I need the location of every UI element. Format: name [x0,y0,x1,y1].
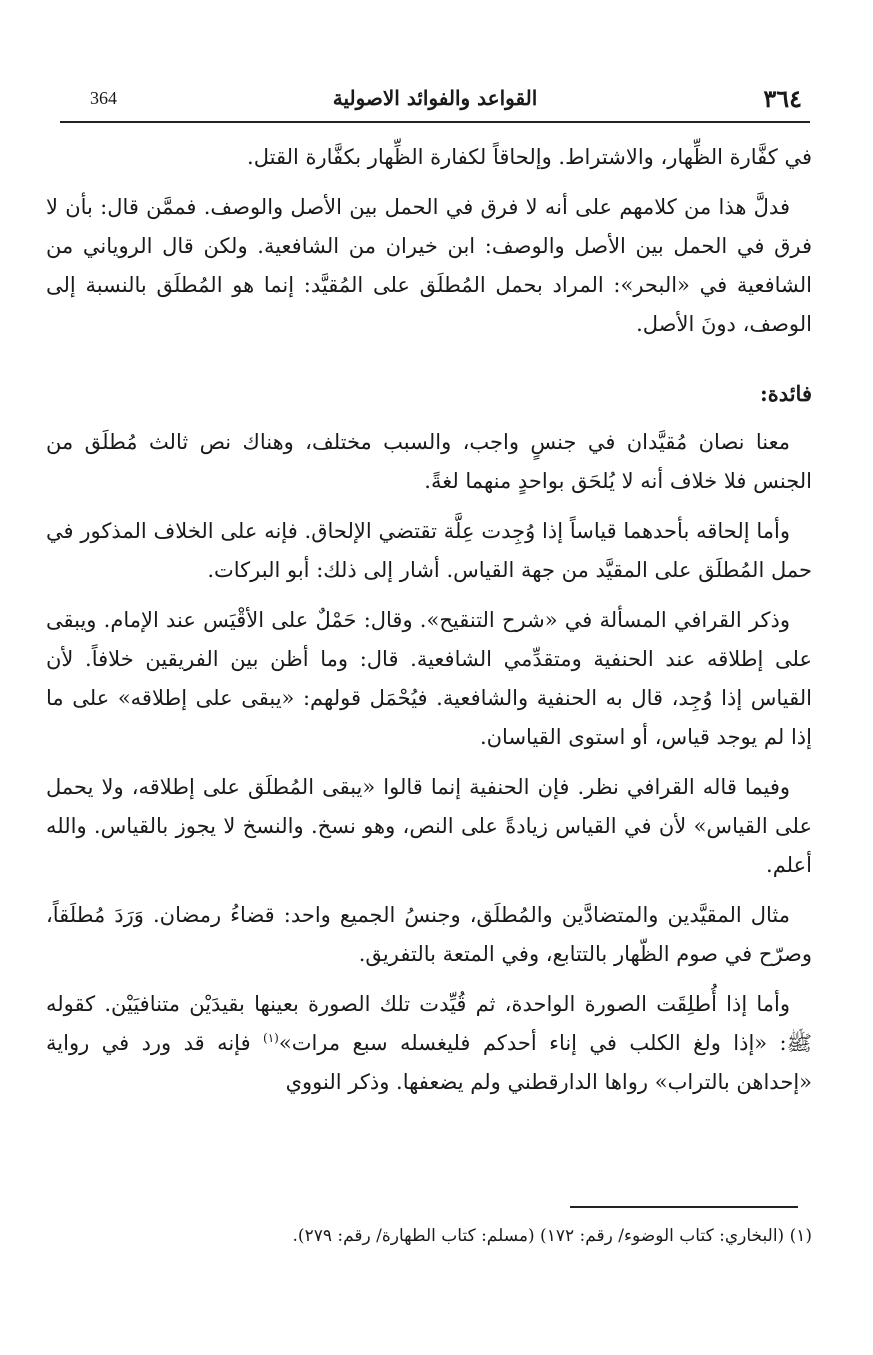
footnote-rule [570,1206,798,1208]
paragraph-1: في كفَّارة الظِّهار، والاشتراط. وإلحاقاً لكفارة الظِّهار بكفَّارة القتل. [247,145,812,169]
paragraph-4: وأما إلحاقه بأحدهما قياساً إذا وُجِدت عِلَّة تقتضي الإلحاق. فإنه على الخلاف المذكور في حمل المُطلَق على المقيَّد من جهة القياس. أشار إلى ذلك: أبو البركات. [46,519,812,582]
section-heading: فائدة: [759,381,812,406]
paragraph-7: مثال المقيَّدين والمتضادَّين والمُطلَق، وجنسُ الجميع واحد: قضاءُ رمضان. وَرَدَ مُطلَقاً، وصرّح في صوم الظّهار بالتتابع، وفي المتعة بالتفريق. [46,903,812,966]
paragraph-8 [46,985,812,1102]
paragraph-8-text-a: وأما إذا أُطلِقَت الصورة الواحدة، ثم قُيِّدت تلك الصورة بعينها بقيدَيْن متنافيَيْن. كقوله ﷺ: «إذا ولغ الكلب في إناء أحدكم فليغسله سبع مرات» [46,992,812,1055]
paragraph-6: وفيما قاله القرافي نظر. فإن الحنفية إنما قالوا «يبقى المُطلَق على إطلاقه، ولا يحمل على القياس» لأن في القياس زيادةً على النص، وهو نسخ. والنسخ لا يجوز بالقياس. والله أعلم. [46,775,812,877]
main-text [46,138,812,1113]
paragraph-8-text-b: فإنه قد ورد في رواية «إحداهن بالتراب» رواها الدارقطني ولم يضعفها. وذكر النووي [46,1031,812,1094]
footnote: (١) (البخاري: كتاب الوضوء/ رقم: ١٧٢) (مسلم: كتاب الطهارة/ رقم: ٢٧٩). [292,1226,812,1246]
page-number-arabic: ٣٦٤ [763,84,802,113]
page-header [60,84,810,114]
paragraph-2: فدلَّ هذا من كلامهم على أنه لا فرق في الحمل بين الأصل والوصف. فممَّن قال: بأن لا فرق في الحمل بين الأصل والوصف: ابن خيران من الشافعية. ولكن قال الروياني من الشافعية في «البحر»: المراد بحمل المُطلَق على المُقيَّد: إنما هو المُطلَق بالنسبة إلى الوصف، دونَ الأصل. [46,195,812,336]
paragraph-5: وذكر القرافي المسألة في «شرح التنقيح». وقال: حَمْلٌ على الأقْيَس عند الإمام. ويبقى على إطلاقه عند الحنفية ومتقدِّمي الشافعية. قال: وما أظن بين الفريقين خلافاً. لأن القياس إذا وُجِد، قال به الحنفية والشافعية. فيُحْمَل قولهم: «يبقى على إطلاقه» على ما إذا لم يوجد قياس، أو استوى القياسان. [46,608,812,749]
footnote-marker[interactable]: (١) [263,1031,279,1045]
paragraph-3: معنا نصان مُقيَّدان في جنسٍ واجب، والسبب مختلف، وهناك نص ثالث مُطلَق من الجنس فلا خلاف أنه لا يُلحَق بواحدٍ منهما لغةً. [46,430,812,493]
running-title: القواعد والفوائد الاصولية [332,86,538,110]
header-rule [60,121,810,123]
page-number-latin: 364 [90,88,117,108]
